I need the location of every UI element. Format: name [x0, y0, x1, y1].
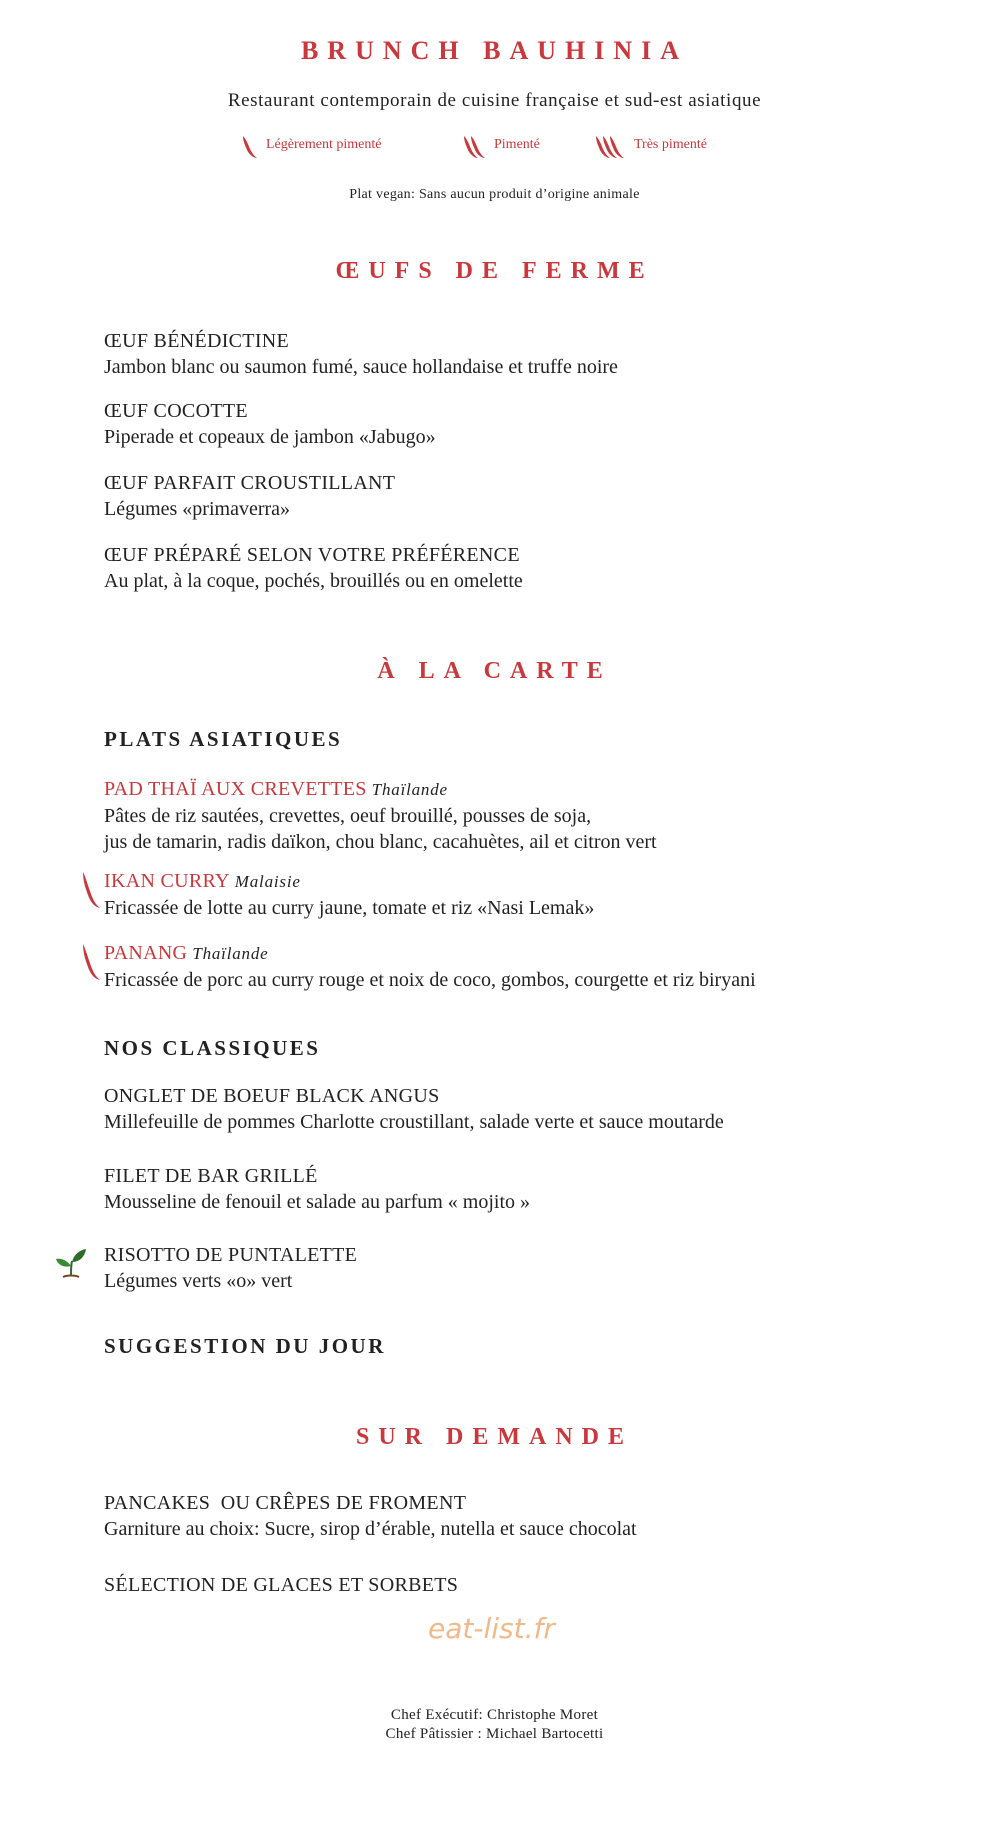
chili-pepper-icon — [462, 134, 492, 160]
item-name: PANANG — [104, 942, 188, 964]
menu-item — [104, 1490, 964, 1542]
item-description: Au plat, à la coque, pochés, brouillés ou en omelette — [104, 570, 523, 592]
menu-item — [104, 1083, 964, 1135]
subsection-title-suggestion: SUGGESTION DU JOUR — [104, 1334, 386, 1358]
menu-item — [104, 398, 964, 450]
item-name: IKAN CURRY — [104, 870, 230, 892]
restaurant-subtitle: Restaurant contemporain de cuisine française et sud-est asiatique — [227, 90, 762, 111]
menu-item — [104, 328, 964, 380]
item-name: ŒUF PRÉPARÉ SELON VOTRE PRÉFÉRENCE — [104, 544, 520, 566]
item-description: jus de tamarin, radis daïkon, chou blanc, cacahuètes, ail et citron vert — [104, 831, 657, 853]
section-title-demande: SUR DEMANDE — [355, 1424, 633, 1450]
menu-item — [104, 542, 964, 594]
item-description: Légumes «primaverra» — [104, 498, 291, 520]
section-title-carte: À LA CARTE — [377, 658, 612, 684]
item-name: ŒUF COCOTTE — [104, 400, 248, 422]
item-description: Pâtes de riz sautées, crevettes, oeuf brouillé, pousses de soja, — [104, 805, 592, 827]
item-name: FILET DE BAR GRILLÉ — [104, 1165, 318, 1187]
item-description: Garniture au choix: Sucre, sirop d’érable, nutella et sauce chocolat — [104, 1518, 637, 1540]
item-origin: Malaisie — [234, 872, 301, 891]
footer-credits — [0, 1706, 989, 1744]
item-name: SÉLECTION DE GLACES ET SORBETS — [104, 1574, 459, 1596]
item-name: RISOTTO DE PUNTALETTE — [104, 1244, 358, 1266]
item-name: PANCAKES OU CRÊPES DE FROMENT — [104, 1492, 467, 1514]
vegan-note: Plat vegan: Sans aucun produit d’origine animale — [349, 187, 640, 202]
chili-pepper-icon — [80, 942, 102, 982]
chili-pepper-icon — [240, 134, 260, 160]
item-name: ŒUF PARFAIT CROUSTILLANT — [104, 472, 396, 494]
menu-item — [104, 868, 964, 921]
item-description: Millefeuille de pommes Charlotte croustillant, salade verte et sauce moutarde — [104, 1111, 724, 1133]
item-name: ONGLET DE BOEUF BLACK ANGUS — [104, 1085, 440, 1107]
chef-patissier: Chef Pâtissier : Michael Bartocetti — [385, 1726, 604, 1742]
menu-item — [104, 1572, 964, 1598]
item-description: Légumes verts «o» vert — [104, 1270, 293, 1292]
subsection-title-classiques: NOS CLASSIQUES — [104, 1036, 321, 1060]
menu-item — [104, 1163, 964, 1215]
item-name: PAD THAÏ AUX CREVETTES — [104, 778, 367, 800]
item-name: ŒUF BÉNÉDICTINE — [104, 330, 290, 352]
item-description: Fricassée de porc au curry rouge et noix de coco, gombos, courgette et riz biryani — [104, 969, 756, 991]
watermark: eat-list.fr — [428, 1612, 555, 1645]
legend-very-spicy-label: Très pimenté — [634, 137, 707, 152]
item-description: Mousseline de fenouil et salade au parfum « mojito » — [104, 1191, 531, 1213]
item-description: Piperade et copeaux de jambon «Jabugo» — [104, 426, 436, 448]
item-origin: Thaïlande — [371, 780, 448, 799]
page-title: BRUNCH BAUHINIA — [300, 36, 689, 65]
legend-mild-label: Légèrement pimenté — [266, 137, 382, 152]
chili-pepper-icon — [594, 134, 632, 160]
menu-item — [104, 1242, 964, 1294]
menu-item — [104, 470, 964, 522]
chili-pepper-icon — [80, 870, 102, 910]
subsection-title-asiatiques: PLATS ASIATIQUES — [104, 727, 343, 751]
menu-item — [104, 940, 964, 993]
legend-spicy-label: Pimenté — [494, 137, 540, 152]
section-title-oeufs: ŒUFS DE FERME — [335, 258, 654, 284]
leaf-sprout-icon — [54, 1246, 88, 1280]
item-description: Jambon blanc ou saumon fumé, sauce hollandaise et truffe noire — [104, 356, 618, 378]
menu-item — [104, 776, 964, 855]
chef-executif: Chef Exécutif: Christophe Moret — [390, 1707, 599, 1723]
item-description: Fricassée de lotte au curry jaune, tomate et riz «Nasi Lemak» — [104, 897, 595, 919]
spice-legend — [240, 134, 800, 158]
item-origin: Thaïlande — [192, 944, 269, 963]
